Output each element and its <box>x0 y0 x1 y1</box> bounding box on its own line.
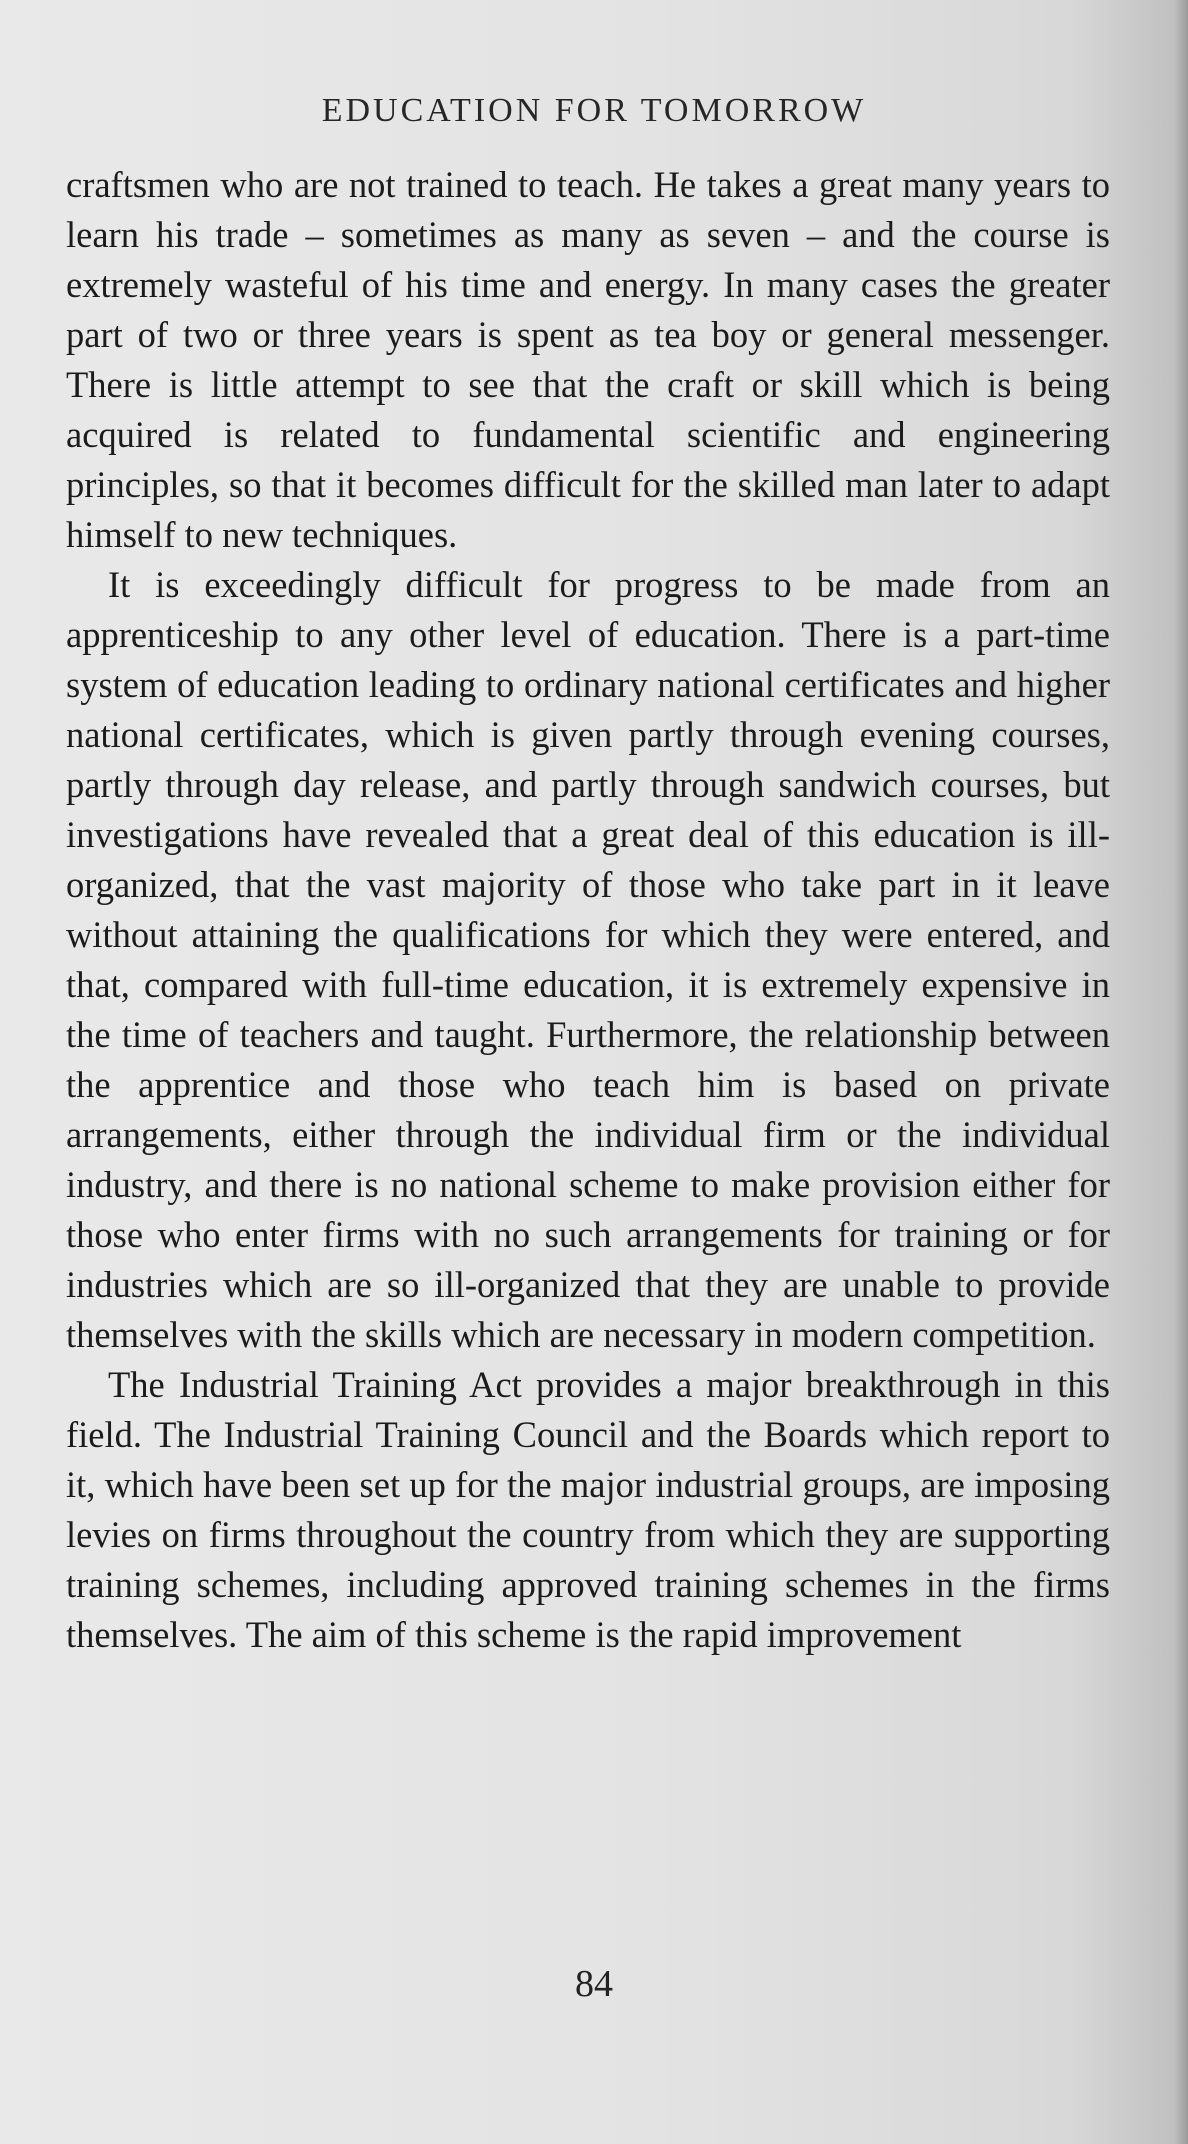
body-text <box>66 160 1110 1660</box>
running-head: EDUCATION FOR TOMORROW <box>321 92 867 129</box>
page-edge-shadow <box>1174 0 1188 2144</box>
paragraph-continued: craftsmen who are not trained to teach. He takes a great many years to learn his trade – sometimes as many as seven – and the course is extremely wasteful of his time and energy. In many cases the greater part of two or three years is spent as tea boy or general messenger. There is little attempt to see that the craft or skill which is being acquired is related to fundamental scientific and engineering principles, so that it becomes difficult for the skilled man later to adapt himself to new techniques. <box>66 164 1110 555</box>
paragraph-apprenticeship: It is exceedingly difficult for progress to be made from an apprenticeship to any other level of education. There is a part-time system of education leading to ordinary national certificates and higher national certificates, which is given partly through evening courses, partly through day release, and partly through sandwich courses, but investigations have revealed that a great deal of this education is ill-organized, that the vast majority of those who take part in it leave without attaining the qualifications for which they were entered, and that, compared with full-time education, it is extremely expensive in the time of teachers and taught. Furthermore, the relationship between the apprentice and those who teach him is based on private arrangements, either through the individual firm or the individual industry, and there is no national scheme to make provision either for those who enter firms with no such arrangements for training or for industries which are so ill-organized that they are unable to provide themselves with the skills which are necessary in modern competition. <box>66 564 1110 1355</box>
paragraph-industrial-training-act: The Industrial Training Act provides a major breakthrough in this field. The Industrial Training Council and the Boards which report to it, which have been set up for the major industrial groups, are imposing levies on firms throughout the country from which they are supporting training schemes, including approved training schemes in the firms themselves. The aim of this scheme is the rapid improvement <box>66 1364 1110 1655</box>
page-number: 84 <box>575 1963 613 2005</box>
